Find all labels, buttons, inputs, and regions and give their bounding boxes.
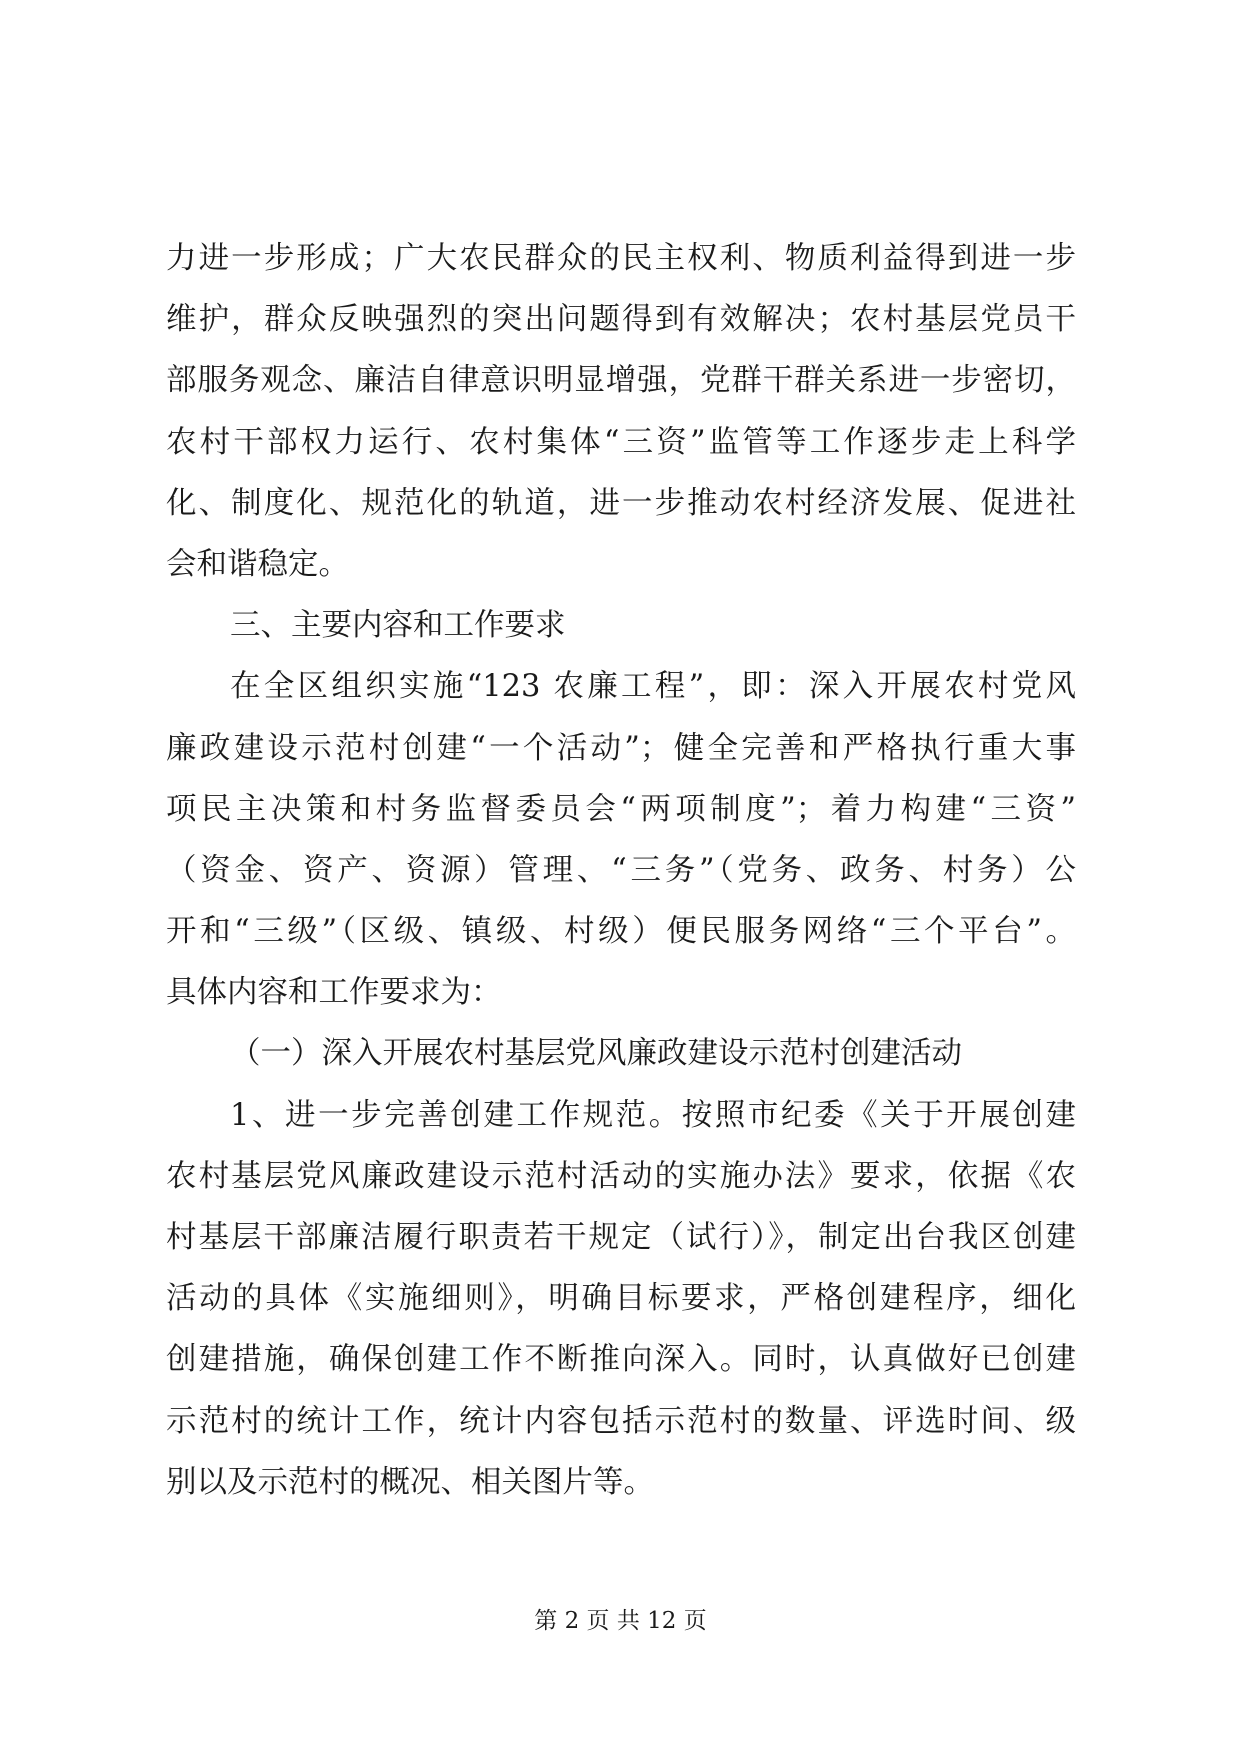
text-line-6: 会和谐稳定。 <box>166 546 349 582</box>
page-footer: 第 2 页 共 12 页 <box>534 1608 707 1634</box>
text-line-20: 示范村的统计工作，统计内容包括示范村的数量、评选时间、级 <box>166 1403 1076 1439</box>
section-heading: 三、主要内容和工作要求 <box>230 608 566 644</box>
text-line-21: 别以及示范村的概况、相关图片等。 <box>166 1464 654 1500</box>
text-line-12: 开和“三级”（区级、镇级、村级）便民服务网络“三个平台”。 <box>166 914 1076 950</box>
text-line-19: 创建措施，确保创建工作不断推向深入。同时，认真做好已创建 <box>166 1342 1076 1378</box>
text-line-4: 农村干部权力运行、农村集体“三资”监管等工作逐步走上科学 <box>166 424 1076 460</box>
subsection-heading: （一）深入开展农村基层党风廉政建设示范村创建活动 <box>230 1036 962 1072</box>
text-line-15: 1、进一步完善创建工作规范。按照市纪委《关于开展创建 <box>230 1097 1076 1133</box>
text-line-1: 力进一步形成；广大农民群众的民主权利、物质利益得到进一步 <box>166 241 1076 276</box>
text-line-3: 部服务观念、廉洁自律意识明显增强，党群干群关系进一步密切， <box>166 363 1076 399</box>
text-line-17: 村基层干部廉洁履行职责若干规定（试行）》，制定出台我区创建 <box>166 1220 1076 1255</box>
text-line-10: 项民主决策和村务监督委员会“两项制度”；着力构建“三资” <box>166 791 1076 827</box>
text-line-16: 农村基层党风廉政建设示范村活动的实施办法》要求，依据《农 <box>166 1158 1076 1194</box>
text-line-9: 廉政建设示范村创建“一个活动”；健全完善和严格执行重大事 <box>166 730 1076 766</box>
text-line-2: 维护，群众反映强烈的突出问题得到有效解决；农村基层党员干 <box>166 302 1076 338</box>
text-line-11: （资金、资产、资源）管理、“三务”（党务、政务、村务）公 <box>166 852 1076 888</box>
text-line-13: 具体内容和工作要求为： <box>166 975 502 1011</box>
text-line-5: 化、制度化、规范化的轨道，进一步推动农村经济发展、促进社 <box>166 485 1076 521</box>
text-line-8: 在全区组织实施“123 农廉工程”，即：深入开展农村党风 <box>230 669 1076 705</box>
text-line-18: 活动的具体《实施细则》，明确目标要求，严格创建程序，细化 <box>166 1281 1076 1317</box>
document-body <box>166 228 1076 1513</box>
